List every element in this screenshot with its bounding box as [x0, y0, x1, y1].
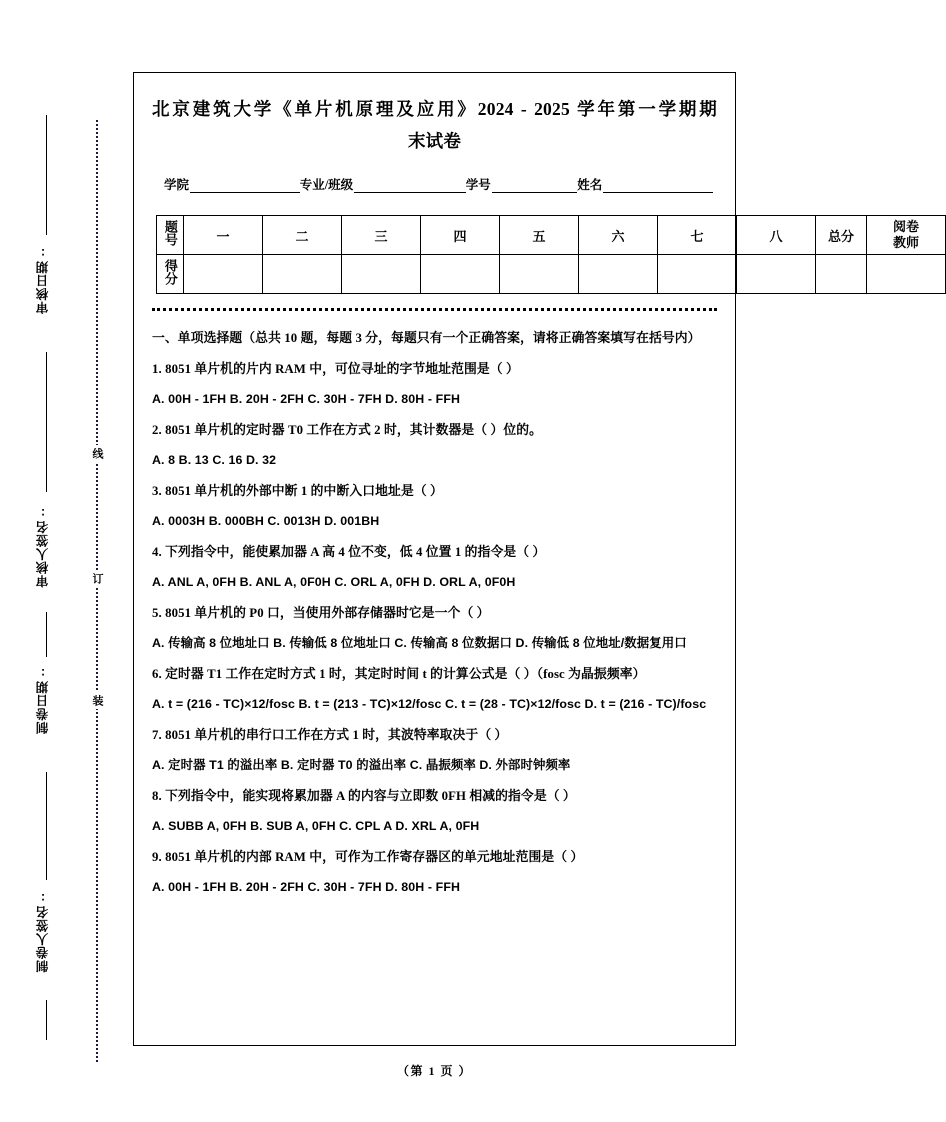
score-table-col-8: 八	[737, 216, 816, 255]
score-table-col-total: 总分	[816, 216, 867, 255]
question-7-stem: 7. 8051 单片机的串行口工作在方式 1 时，其波特率取决于（ ）	[152, 727, 508, 742]
question-8-options: A. SUBB A, 0FH B. SUB A, 0FH C. CPL A D. XRL A, 0FH	[152, 819, 480, 833]
question-1-options: A. 00H - 1FH B. 20H - 2FH C. 30H - 7FH D. 80H - FFH	[152, 392, 461, 406]
question-9-stem: 9. 8051 单片机的内部 RAM 中，可作为工作寄存器区的单元地址范围是（ ）	[152, 849, 584, 864]
question-6-options: A. t = (216 - TC)×12/fosc B. t = (213 - TC)×12/fosc C. t = (28 - TC)×12/fosc D. t = (216 - TC)/fosc	[152, 697, 707, 711]
grader-label-line2: 教师	[892, 235, 919, 250]
field-label-major-class: 专业/班级	[299, 178, 354, 192]
score-table-col-1: 一	[184, 216, 263, 255]
question-4-stem: 4. 下列指令中，能使累加器 A 高 4 位不变，低 4 位置 1 的指令是（ ）	[152, 544, 546, 559]
binding-rule-5	[46, 1000, 47, 1040]
question-3-stem: 3. 8051 单片机的外部中断 1 的中断入口地址是（ ）	[152, 483, 443, 498]
fold-char-ding: 订	[89, 570, 105, 587]
fold-char-xian: 线	[89, 445, 105, 462]
question-2-stem: 2. 8051 单片机的定时器 T0 工作在方式 2 时，其计数器是（ ）位的。	[152, 422, 543, 437]
page-title-line1: 北京建筑大学《单片机原理及应用》2024 - 2025 学年第一学期期	[152, 99, 717, 119]
question-2-options: A. 8 B. 13 C. 16 D. 32	[152, 453, 277, 467]
score-table-col-grader	[867, 216, 946, 255]
student-info-row	[164, 175, 713, 193]
binding-rule-4	[46, 772, 47, 880]
score-cell-5[interactable]	[500, 255, 579, 294]
binding-label-reviewer-signature: 审核人签名:	[36, 505, 50, 588]
score-table-col-5: 五	[500, 216, 579, 255]
score-table-col-2: 二	[263, 216, 342, 255]
score-cell-2[interactable]	[263, 255, 342, 294]
binding-label-maker-signature: 制卷人签名:	[36, 890, 50, 973]
binding-label-review-date: 审核日期:	[36, 245, 50, 314]
question-9-options: A. 00H - 1FH B. 20H - 2FH C. 30H - 7FH D. 80H - FFH	[152, 880, 461, 894]
binding-rule-1	[46, 115, 47, 235]
question-5-options: A. 传输高 8 位地址口 B. 传输低 8 位地址口 C. 传输高 8 位数据口 D. 传输低 8 位地址/数据复用口	[152, 636, 687, 650]
score-cell-8[interactable]	[737, 255, 816, 294]
score-table-row-header-score: 得分	[157, 255, 184, 294]
score-table-col-6: 六	[579, 216, 658, 255]
table-row-scores	[157, 255, 946, 294]
question-6-stem: 6. 定时器 T1 工作在定时方式 1 时，其定时时间 t 的计算公式是（ ）（fosc 为晶振频率）	[152, 666, 646, 681]
binding-label-paper-date: 制卷日期:	[36, 665, 50, 734]
question-3-options: A. 0003H B. 000BH C. 0013H D. 001BH	[152, 514, 380, 528]
score-table-col-7: 七	[658, 216, 737, 255]
field-input-student-id[interactable]	[492, 179, 578, 193]
score-table-row-header-question: 题号	[157, 216, 184, 255]
question-7-options: A. 定时器 T1 的溢出率 B. 定时器 T0 的溢出率 C. 晶振频率 D. 外部时钟频率	[152, 758, 571, 772]
field-input-college[interactable]	[190, 179, 300, 193]
page-title	[152, 93, 717, 157]
question-4-options: A. ANL A, 0FH B. ANL A, 0F0H C. ORL A, 0FH D. ORL A, 0F0H	[152, 575, 516, 589]
question-5-stem: 5. 8051 单片机的 P0 口，当使用外部存储器时它是一个（ ）	[152, 605, 490, 620]
page-title-line2: 末试卷	[407, 131, 462, 151]
page-footer: （第 1 页 ）	[396, 1064, 472, 1078]
binding-rule-3	[46, 612, 47, 657]
field-label-name: 姓名	[577, 178, 603, 192]
score-cell-grader[interactable]	[867, 255, 946, 294]
score-cell-total[interactable]	[816, 255, 867, 294]
field-input-major-class[interactable]	[354, 179, 466, 193]
fold-char-zhuang: 装	[89, 692, 105, 709]
grader-label-line1: 阅卷	[892, 218, 919, 234]
binding-margin	[0, 0, 132, 1122]
question-1-stem: 1. 8051 单片机的片内 RAM 中，可位寻址的字节地址范围是（ ）	[152, 361, 519, 376]
score-cell-6[interactable]	[579, 255, 658, 294]
score-table	[156, 215, 946, 294]
table-row-question-numbers	[157, 216, 946, 255]
section-heading: 一、单项选择题（总共 10 题，每题 3 分，每题只有一个正确答案，请将正确答案填写在括号内）	[152, 331, 701, 345]
score-table-col-4: 四	[421, 216, 500, 255]
questions-section	[152, 323, 717, 903]
field-label-college: 学院	[164, 178, 190, 192]
score-cell-3[interactable]	[342, 255, 421, 294]
score-table-col-3: 三	[342, 216, 421, 255]
score-cell-1[interactable]	[184, 255, 263, 294]
field-input-name[interactable]	[603, 179, 713, 193]
section-divider	[152, 308, 717, 311]
score-cell-4[interactable]	[421, 255, 500, 294]
exam-paper-body	[133, 72, 919, 1046]
field-label-student-id: 学号	[465, 178, 491, 192]
score-cell-7[interactable]	[658, 255, 737, 294]
question-8-stem: 8. 下列指令中，能实现将累加器 A 的内容与立即数 0FH 相减的指令是（ ）	[152, 788, 576, 803]
fold-dotted-line	[96, 120, 98, 1062]
binding-rule-2	[46, 352, 47, 492]
